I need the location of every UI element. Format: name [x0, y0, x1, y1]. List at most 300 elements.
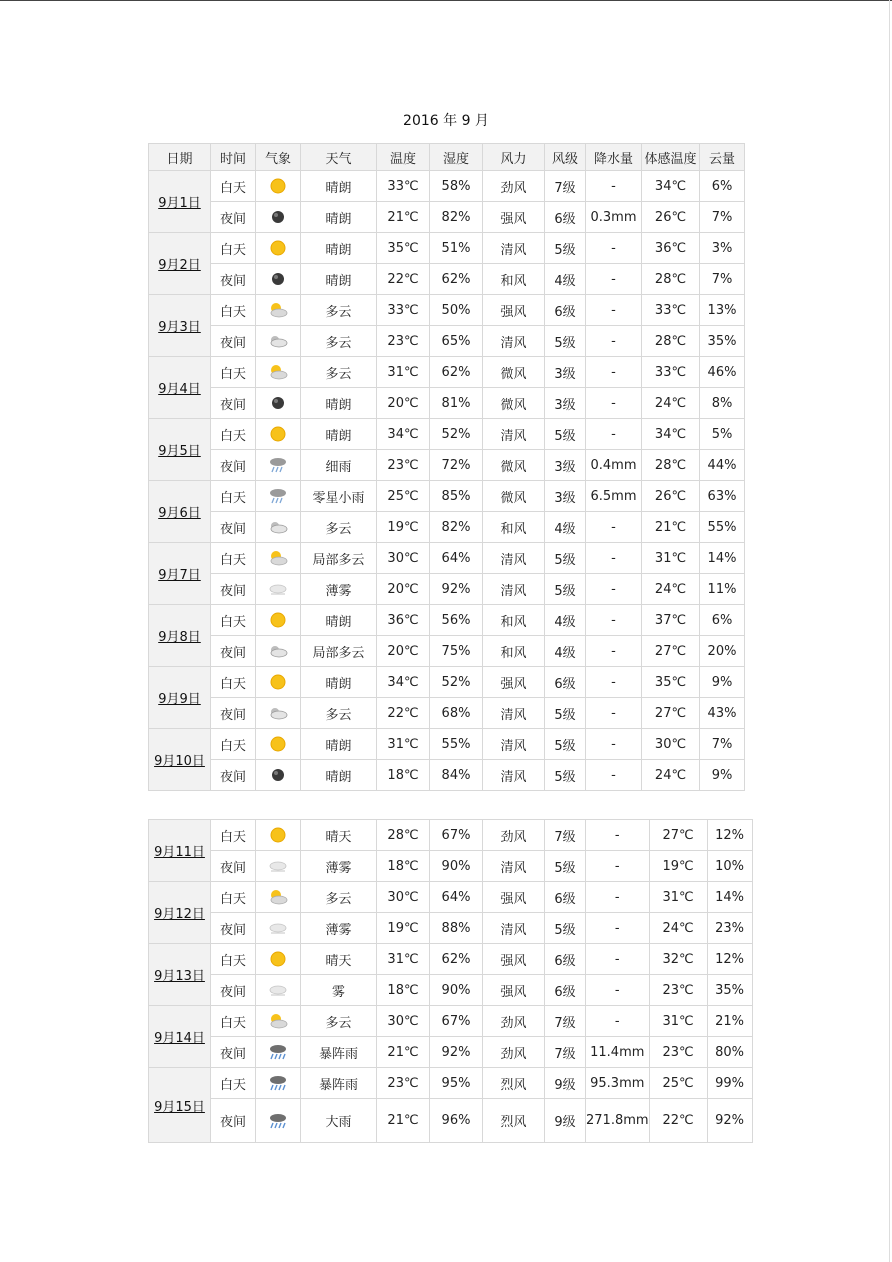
feels-like-cell: 33℃: [642, 295, 700, 326]
weather-icon-cell: [256, 1037, 301, 1068]
cloud-cover-cell: 80%: [707, 1037, 752, 1068]
precipitation-cell: 0.4mm: [586, 450, 642, 481]
humidity-cell: 68%: [430, 698, 483, 729]
humidity-cell: 82%: [430, 512, 483, 543]
time-cell: 夜间: [211, 1037, 256, 1068]
temperature-cell: 21℃: [377, 202, 430, 233]
precipitation-cell: 95.3mm: [586, 1068, 650, 1099]
table-row: [149, 1037, 753, 1068]
feels-like-cell: 37℃: [642, 605, 700, 636]
time-cell: 夜间: [211, 913, 256, 944]
time-cell: 夜间: [211, 512, 256, 543]
weather-icon-cell: [256, 1006, 301, 1037]
feels-like-cell: 26℃: [642, 481, 700, 512]
cloud-cover-cell: 23%: [707, 913, 752, 944]
cloud-cover-cell: 20%: [700, 636, 745, 667]
temperature-cell: 30℃: [377, 882, 430, 913]
weather-cell: 薄雾: [301, 913, 377, 944]
header-icon: 气象: [256, 144, 301, 171]
humidity-cell: 82%: [430, 202, 483, 233]
table-row: [149, 1099, 753, 1143]
temperature-cell: 23℃: [377, 1068, 430, 1099]
sun-icon: [267, 425, 289, 443]
date-cell[interactable]: 9月6日: [149, 481, 211, 543]
humidity-cell: 95%: [430, 1068, 483, 1099]
cloud-cover-cell: 63%: [700, 481, 745, 512]
weather-icon-cell: [256, 419, 301, 450]
weather-cell: 暴阵雨: [301, 1068, 377, 1099]
cloud-cover-cell: 9%: [700, 760, 745, 791]
table-row: [149, 543, 745, 574]
cloud-cover-cell: 5%: [700, 419, 745, 450]
table-row: [149, 605, 745, 636]
time-cell: 白天: [211, 1006, 256, 1037]
humidity-cell: 96%: [430, 1099, 483, 1143]
time-cell: 夜间: [211, 975, 256, 1006]
weather-cell: 多云: [301, 698, 377, 729]
cloud-cover-cell: 43%: [700, 698, 745, 729]
feels-like-cell: 28℃: [642, 326, 700, 357]
sun-icon: [267, 826, 289, 844]
feels-like-cell: 31℃: [649, 882, 707, 913]
date-cell[interactable]: 9月4日: [149, 357, 211, 419]
wind-level-cell: 3级: [545, 357, 586, 388]
date-cell[interactable]: 9月8日: [149, 605, 211, 667]
wind-cell: 清风: [483, 419, 545, 450]
header-cloud-cover: 云量: [700, 144, 745, 171]
precipitation-cell: -: [586, 326, 642, 357]
date-cell[interactable]: 9月14日: [149, 1006, 211, 1068]
precipitation-cell: -: [586, 419, 642, 450]
partly-cloudy-day-icon: [267, 363, 289, 381]
wind-level-cell: 5级: [545, 233, 586, 264]
table-row: [149, 820, 753, 851]
humidity-cell: 67%: [430, 1006, 483, 1037]
humidity-cell: 64%: [430, 882, 483, 913]
header-feels-like: 体感温度: [642, 144, 700, 171]
date-cell[interactable]: 9月12日: [149, 882, 211, 944]
humidity-cell: 72%: [430, 450, 483, 481]
weather-icon-cell: [256, 450, 301, 481]
weather-cell: 多云: [301, 512, 377, 543]
time-cell: 白天: [211, 944, 256, 975]
precipitation-cell: -: [586, 264, 642, 295]
date-cell[interactable]: 9月9日: [149, 667, 211, 729]
feels-like-cell: 27℃: [642, 636, 700, 667]
table-row: [149, 264, 745, 295]
wind-level-cell: 5级: [545, 543, 586, 574]
weather-icon-cell: [256, 820, 301, 851]
wind-cell: 清风: [483, 760, 545, 791]
humidity-cell: 62%: [430, 944, 483, 975]
time-cell: 白天: [211, 605, 256, 636]
humidity-cell: 84%: [430, 760, 483, 791]
wind-cell: 微风: [483, 357, 545, 388]
precipitation-cell: 6.5mm: [586, 481, 642, 512]
temperature-cell: 30℃: [377, 543, 430, 574]
weather-cell: 大雨: [301, 1099, 377, 1143]
weather-icon-cell: [256, 975, 301, 1006]
weather-icon-cell: [256, 171, 301, 202]
weather-cell: 雾: [301, 975, 377, 1006]
humidity-cell: 75%: [430, 636, 483, 667]
wind-level-cell: 6级: [545, 882, 586, 913]
temperature-cell: 31℃: [377, 729, 430, 760]
weather-cell: 晴朗: [301, 667, 377, 698]
time-cell: 夜间: [211, 326, 256, 357]
feels-like-cell: 24℃: [649, 913, 707, 944]
weather-icon-cell: [256, 944, 301, 975]
feels-like-cell: 25℃: [649, 1068, 707, 1099]
temperature-cell: 36℃: [377, 605, 430, 636]
feels-like-cell: 28℃: [642, 264, 700, 295]
cloud-cover-cell: 92%: [707, 1099, 752, 1143]
wind-cell: 清风: [483, 698, 545, 729]
feels-like-cell: 24℃: [642, 388, 700, 419]
storm-icon: [267, 1043, 289, 1061]
temperature-cell: 19℃: [377, 512, 430, 543]
cloud-cover-cell: 10%: [707, 851, 752, 882]
time-cell: 白天: [211, 171, 256, 202]
feels-like-cell: 33℃: [642, 357, 700, 388]
weather-table-mid-month: [148, 819, 753, 1143]
weather-icon-cell: [256, 760, 301, 791]
cloud-cover-cell: 46%: [700, 357, 745, 388]
precipitation-cell: 271.8mm: [586, 1099, 650, 1143]
wind-level-cell: 4级: [545, 264, 586, 295]
wind-level-cell: 5级: [545, 851, 586, 882]
weather-cell: 局部多云: [301, 543, 377, 574]
table-row: [149, 512, 745, 543]
wind-level-cell: 3级: [545, 388, 586, 419]
table-row: [149, 326, 745, 357]
fog-icon: [267, 919, 289, 937]
date-cell[interactable]: 9月13日: [149, 944, 211, 1006]
time-cell: 白天: [211, 1068, 256, 1099]
cloud-cover-cell: 14%: [700, 543, 745, 574]
time-cell: 白天: [211, 729, 256, 760]
table-header-row: [149, 144, 745, 171]
humidity-cell: 90%: [430, 851, 483, 882]
temperature-cell: 22℃: [377, 264, 430, 295]
partly-cloudy-day-icon: [267, 301, 289, 319]
precipitation-cell: -: [586, 574, 642, 605]
header-date: 日期: [149, 144, 211, 171]
time-cell: 白天: [211, 357, 256, 388]
table-row: [149, 481, 745, 512]
wind-cell: 清风: [483, 851, 545, 882]
fog-icon: [267, 857, 289, 875]
time-cell: 夜间: [211, 388, 256, 419]
weather-icon-cell: [256, 636, 301, 667]
time-cell: 夜间: [211, 574, 256, 605]
table-row: [149, 388, 745, 419]
date-cell[interactable]: 9月15日: [149, 1068, 211, 1143]
wind-level-cell: 5级: [545, 760, 586, 791]
temperature-cell: 21℃: [377, 1037, 430, 1068]
wind-cell: 劲风: [483, 820, 545, 851]
cloud-cover-cell: 7%: [700, 729, 745, 760]
wind-cell: 和风: [483, 264, 545, 295]
wind-level-cell: 6级: [545, 295, 586, 326]
time-cell: 白天: [211, 295, 256, 326]
temperature-cell: 34℃: [377, 419, 430, 450]
temperature-cell: 31℃: [377, 357, 430, 388]
time-cell: 白天: [211, 667, 256, 698]
temperature-cell: 31℃: [377, 944, 430, 975]
weather-icon-cell: [256, 357, 301, 388]
temperature-cell: 33℃: [377, 171, 430, 202]
wind-level-cell: 5级: [545, 729, 586, 760]
partly-cloudy-day-icon: [267, 549, 289, 567]
wind-level-cell: 6级: [545, 202, 586, 233]
precipitation-cell: -: [586, 944, 650, 975]
time-cell: 夜间: [211, 1099, 256, 1143]
precipitation-cell: -: [586, 667, 642, 698]
table-row: [149, 574, 745, 605]
wind-cell: 烈风: [483, 1068, 545, 1099]
cloud-cover-cell: 13%: [700, 295, 745, 326]
cloud-cover-cell: 99%: [707, 1068, 752, 1099]
temperature-cell: 30℃: [377, 1006, 430, 1037]
cloud-cover-cell: 12%: [707, 944, 752, 975]
wind-level-cell: 9级: [545, 1068, 586, 1099]
date-cell[interactable]: 9月2日: [149, 233, 211, 295]
weather-icon-cell: [256, 913, 301, 944]
wind-level-cell: 7级: [545, 1037, 586, 1068]
weather-cell: 晴天: [301, 820, 377, 851]
weather-cell: 零星小雨: [301, 481, 377, 512]
header-wind-level: 风级: [545, 144, 586, 171]
temperature-cell: 20℃: [377, 388, 430, 419]
precipitation-cell: -: [586, 295, 642, 326]
moon-icon: [267, 208, 289, 226]
precipitation-cell: -: [586, 851, 650, 882]
weather-icon-cell: [256, 605, 301, 636]
weather-icon-cell: [256, 574, 301, 605]
wind-cell: 微风: [483, 481, 545, 512]
feels-like-cell: 36℃: [642, 233, 700, 264]
weather-icon-cell: [256, 667, 301, 698]
cloud-cover-cell: 35%: [707, 975, 752, 1006]
wind-level-cell: 5级: [545, 698, 586, 729]
table-row: [149, 1006, 753, 1037]
table-row: [149, 944, 753, 975]
partly-cloudy-night-icon: [267, 518, 289, 536]
weather-icon-cell: [256, 882, 301, 913]
table-row: [149, 636, 745, 667]
wind-level-cell: 7级: [545, 171, 586, 202]
wind-cell: 清风: [483, 326, 545, 357]
fog-icon: [267, 981, 289, 999]
weather-cell: 多云: [301, 326, 377, 357]
temperature-cell: 23℃: [377, 326, 430, 357]
precipitation-cell: -: [586, 357, 642, 388]
humidity-cell: 52%: [430, 667, 483, 698]
time-cell: 夜间: [211, 698, 256, 729]
date-cell[interactable]: 9月3日: [149, 295, 211, 357]
humidity-cell: 88%: [430, 913, 483, 944]
feels-like-cell: 35℃: [642, 667, 700, 698]
sun-icon: [267, 950, 289, 968]
weather-cell: 暴阵雨: [301, 1037, 377, 1068]
partly-cloudy-day-icon: [267, 1012, 289, 1030]
precipitation-cell: -: [586, 543, 642, 574]
humidity-cell: 62%: [430, 357, 483, 388]
weather-icon-cell: [256, 1068, 301, 1099]
rain-icon: [267, 487, 289, 505]
partly-cloudy-day-icon: [267, 888, 289, 906]
cloud-cover-cell: 21%: [707, 1006, 752, 1037]
weather-cell: 多云: [301, 1006, 377, 1037]
wind-cell: 劲风: [483, 1006, 545, 1037]
temperature-cell: 28℃: [377, 820, 430, 851]
humidity-cell: 51%: [430, 233, 483, 264]
weather-icon-cell: [256, 481, 301, 512]
wind-cell: 强风: [483, 975, 545, 1006]
moon-icon: [267, 394, 289, 412]
weather-cell: 晴朗: [301, 605, 377, 636]
wind-level-cell: 5级: [545, 326, 586, 357]
feels-like-cell: 24℃: [642, 574, 700, 605]
wind-cell: 微风: [483, 388, 545, 419]
header-humidity: 湿度: [430, 144, 483, 171]
wind-level-cell: 7级: [545, 820, 586, 851]
humidity-cell: 90%: [430, 975, 483, 1006]
wind-level-cell: 6级: [545, 975, 586, 1006]
weather-icon-cell: [256, 388, 301, 419]
weather-cell: 晴朗: [301, 233, 377, 264]
weather-icon-cell: [256, 264, 301, 295]
wind-level-cell: 4级: [545, 512, 586, 543]
cloud-cover-cell: 6%: [700, 171, 745, 202]
wind-cell: 和风: [483, 512, 545, 543]
temperature-cell: 25℃: [377, 481, 430, 512]
humidity-cell: 64%: [430, 543, 483, 574]
precipitation-cell: -: [586, 820, 650, 851]
wind-cell: 劲风: [483, 1037, 545, 1068]
humidity-cell: 92%: [430, 1037, 483, 1068]
header-precipitation: 降水量: [586, 144, 642, 171]
time-cell: 白天: [211, 233, 256, 264]
weather-icon-cell: [256, 233, 301, 264]
time-cell: 白天: [211, 543, 256, 574]
date-cell[interactable]: 9月1日: [149, 171, 211, 233]
precipitation-cell: -: [586, 512, 642, 543]
humidity-cell: 50%: [430, 295, 483, 326]
date-cell[interactable]: 9月11日: [149, 820, 211, 882]
weather-cell: 晴朗: [301, 264, 377, 295]
weather-icon-cell: [256, 326, 301, 357]
table-row: [149, 698, 745, 729]
temperature-cell: 20℃: [377, 636, 430, 667]
precipitation-cell: -: [586, 171, 642, 202]
cloud-cover-cell: 7%: [700, 202, 745, 233]
precipitation-cell: -: [586, 760, 642, 791]
weather-cell: 晴朗: [301, 760, 377, 791]
humidity-cell: 62%: [430, 264, 483, 295]
partly-cloudy-night-icon: [267, 704, 289, 722]
wind-level-cell: 4级: [545, 636, 586, 667]
sun-icon: [267, 239, 289, 257]
moon-icon: [267, 766, 289, 784]
precipitation-cell: -: [586, 636, 642, 667]
table-row: [149, 357, 745, 388]
wind-level-cell: 7级: [545, 1006, 586, 1037]
feels-like-cell: 27℃: [649, 820, 707, 851]
wind-cell: 和风: [483, 636, 545, 667]
table-row: [149, 233, 745, 264]
temperature-cell: 18℃: [377, 760, 430, 791]
humidity-cell: 67%: [430, 820, 483, 851]
date-cell[interactable]: 9月5日: [149, 419, 211, 481]
wind-cell: 强风: [483, 882, 545, 913]
header-wind: 风力: [483, 144, 545, 171]
date-cell[interactable]: 9月10日: [149, 729, 211, 791]
humidity-cell: 52%: [430, 419, 483, 450]
feels-like-cell: 23℃: [649, 975, 707, 1006]
wind-cell: 清风: [483, 729, 545, 760]
wind-level-cell: 6级: [545, 944, 586, 975]
feels-like-cell: 31℃: [642, 543, 700, 574]
rain-icon: [267, 456, 289, 474]
time-cell: 白天: [211, 481, 256, 512]
header-time: 时间: [211, 144, 256, 171]
humidity-cell: 65%: [430, 326, 483, 357]
sun-icon: [267, 177, 289, 195]
precipitation-cell: 0.3mm: [586, 202, 642, 233]
partly-cloudy-night-icon: [267, 332, 289, 350]
cloud-cover-cell: 35%: [700, 326, 745, 357]
temperature-cell: 23℃: [377, 450, 430, 481]
precipitation-cell: -: [586, 698, 642, 729]
time-cell: 夜间: [211, 636, 256, 667]
weather-icon-cell: [256, 698, 301, 729]
feels-like-cell: 31℃: [649, 1006, 707, 1037]
wind-cell: 强风: [483, 202, 545, 233]
humidity-cell: 56%: [430, 605, 483, 636]
cloud-cover-cell: 3%: [700, 233, 745, 264]
humidity-cell: 92%: [430, 574, 483, 605]
date-cell[interactable]: 9月7日: [149, 543, 211, 605]
wind-cell: 劲风: [483, 171, 545, 202]
cloud-cover-cell: 44%: [700, 450, 745, 481]
weather-cell: 多云: [301, 357, 377, 388]
feels-like-cell: 30℃: [642, 729, 700, 760]
fog-icon: [267, 580, 289, 598]
table-row: [149, 667, 745, 698]
precipitation-cell: -: [586, 605, 642, 636]
temperature-cell: 19℃: [377, 913, 430, 944]
feels-like-cell: 26℃: [642, 202, 700, 233]
cloud-cover-cell: 6%: [700, 605, 745, 636]
header-temperature: 温度: [377, 144, 430, 171]
wind-level-cell: 9级: [545, 1099, 586, 1143]
weather-cell: 薄雾: [301, 851, 377, 882]
wind-level-cell: 3级: [545, 450, 586, 481]
time-cell: 夜间: [211, 760, 256, 791]
time-cell: 夜间: [211, 202, 256, 233]
cloud-cover-cell: 12%: [707, 820, 752, 851]
cloud-cover-cell: 14%: [707, 882, 752, 913]
humidity-cell: 58%: [430, 171, 483, 202]
temperature-cell: 21℃: [377, 1099, 430, 1143]
cloud-cover-cell: 8%: [700, 388, 745, 419]
wind-level-cell: 5级: [545, 419, 586, 450]
humidity-cell: 55%: [430, 729, 483, 760]
weather-cell: 细雨: [301, 450, 377, 481]
precipitation-cell: -: [586, 1006, 650, 1037]
